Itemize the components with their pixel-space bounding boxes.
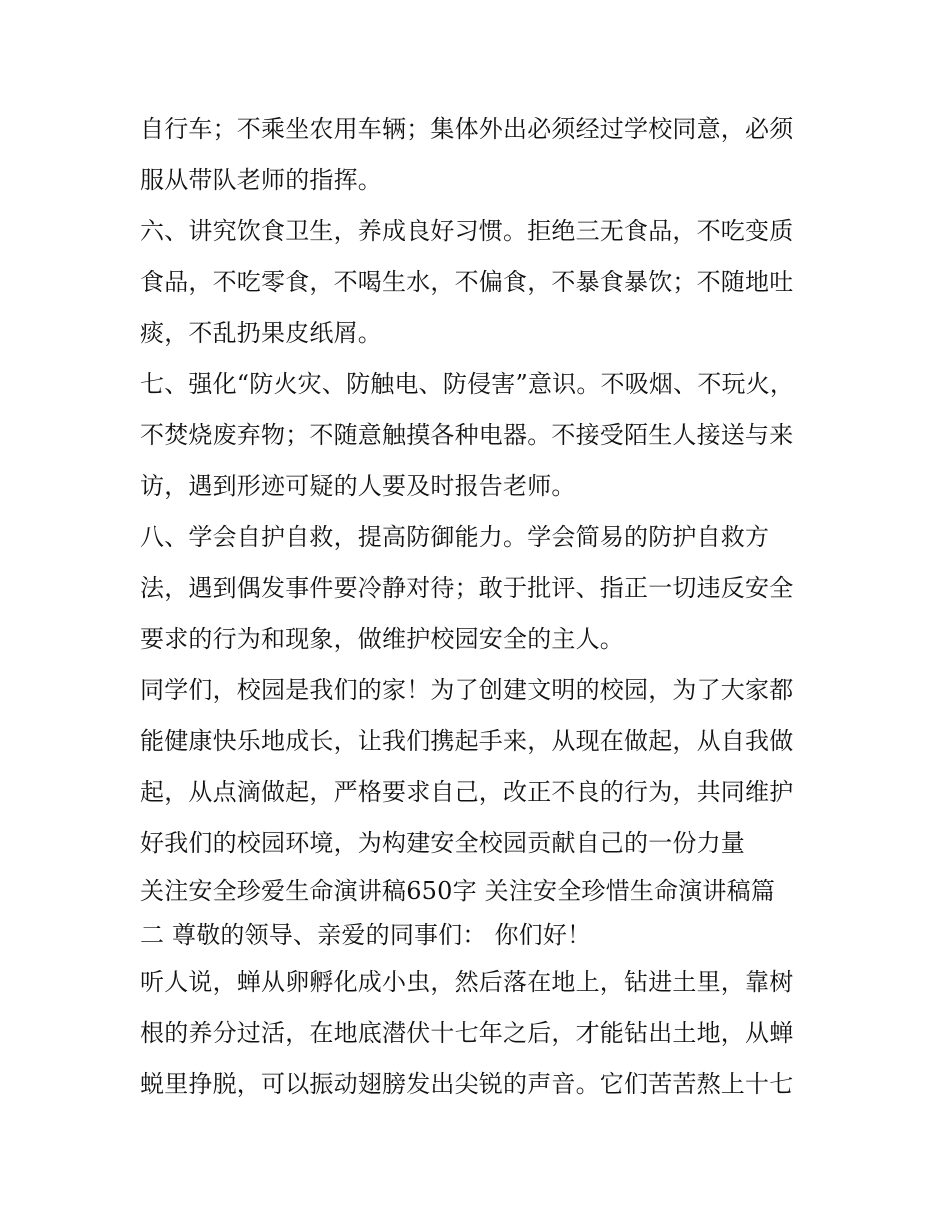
text-line: 听人说，蝉从卵孵化成小虫，然后落在地上，钻进土里，靠树: [140, 968, 794, 996]
document-body: [140, 104, 830, 1110]
text-line: 根的养分过活，在地底潜伏十七年之后，才能钻出土地，从蝉: [140, 1019, 794, 1047]
text-line: 关注安全珍爱生命演讲稿650字 关注安全珍惜生命演讲稿篇: [140, 877, 776, 905]
text-line: 食品，不吃零食，不喝生水，不偏食，不暴食暴饮；不随地吐: [140, 268, 794, 296]
text-line: 起，从点滴做起，严格要求自己，改正不良的行为，共同维护: [140, 778, 794, 806]
text-line: 能健康快乐地成长，让我们携起手来，从现在做起，从自我做: [140, 727, 794, 755]
text-line: 要求的行为和现象，做维护校园安全的主人。: [140, 625, 624, 653]
text-line: 好我们的校园环境，为构建安全校园贡献自己的一份力量: [140, 829, 745, 857]
text-line: 蜕里挣脱，可以振动翅膀发出尖锐的声音。它们苦苦熬上十七: [140, 1070, 794, 1098]
text-line: 八、学会自护自救，提高防御能力。学会简易的防护自救方: [140, 523, 770, 551]
text-line: 六、讲究饮食卫生，养成良好习惯。拒绝三无食品，不吃变质: [140, 217, 794, 245]
text-line: 法，遇到偶发事件要冷静对待；敢于批评、指正一切违反安全: [140, 574, 794, 602]
text-line: 自行车；不乘坐农用车辆；集体外出必须经过学校同意，必须: [140, 115, 794, 143]
text-line: 访，遇到形迹可疑的人要及时报告老师。: [140, 472, 576, 500]
text-line: 七、强化“防火灾、防触电、防侵害”意识。不吸烟、不玩火，: [140, 370, 795, 398]
text-line: 同学们，校园是我们的家！为了创建文明的校园，为了大家都: [140, 676, 794, 704]
text-line: 服从带队老师的指挥。: [140, 166, 382, 194]
text-line: 二 尊敬的领导、亲爱的同事们： 你们好！: [140, 921, 592, 949]
text-line: 不焚烧废弃物；不随意触摸各种电器。不接受陌生人接送与来: [140, 421, 794, 449]
text-line: 痰，不乱扔果皮纸屑。: [140, 319, 382, 347]
